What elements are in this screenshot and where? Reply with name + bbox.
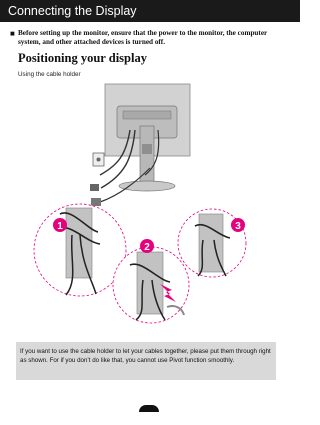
step1-number: 1 bbox=[57, 221, 63, 232]
monitor-back-illustration bbox=[90, 84, 190, 206]
section-heading: Positioning your display bbox=[18, 51, 147, 65]
step2-closeup bbox=[113, 247, 189, 323]
notice-text: Before setting up the monitor, ensure that the power to the monitor, the computer system, and other attached devices is turned off. bbox=[18, 29, 268, 47]
power-off-notice bbox=[10, 29, 290, 48]
cable-holder-illustration bbox=[0, 80, 300, 342]
page-header bbox=[0, 0, 300, 22]
info-box bbox=[16, 342, 276, 380]
step3-badge bbox=[231, 218, 245, 232]
subheading: Using the cable holder bbox=[18, 71, 81, 78]
bullet-icon: ■ bbox=[10, 29, 15, 38]
step1-badge bbox=[53, 218, 67, 232]
info-text: If you want to use the cable holder to let your cables together, please put them through right as shown. For if you don’t do like that, you cannot use Pivot function smoothly. bbox=[20, 348, 271, 364]
page-tab bbox=[139, 405, 159, 412]
step2-badge bbox=[140, 239, 154, 253]
step3-number: 3 bbox=[235, 221, 241, 232]
step2-number: 2 bbox=[144, 242, 150, 253]
step1-closeup bbox=[34, 204, 126, 296]
page-title: Connecting the Display bbox=[8, 4, 137, 18]
